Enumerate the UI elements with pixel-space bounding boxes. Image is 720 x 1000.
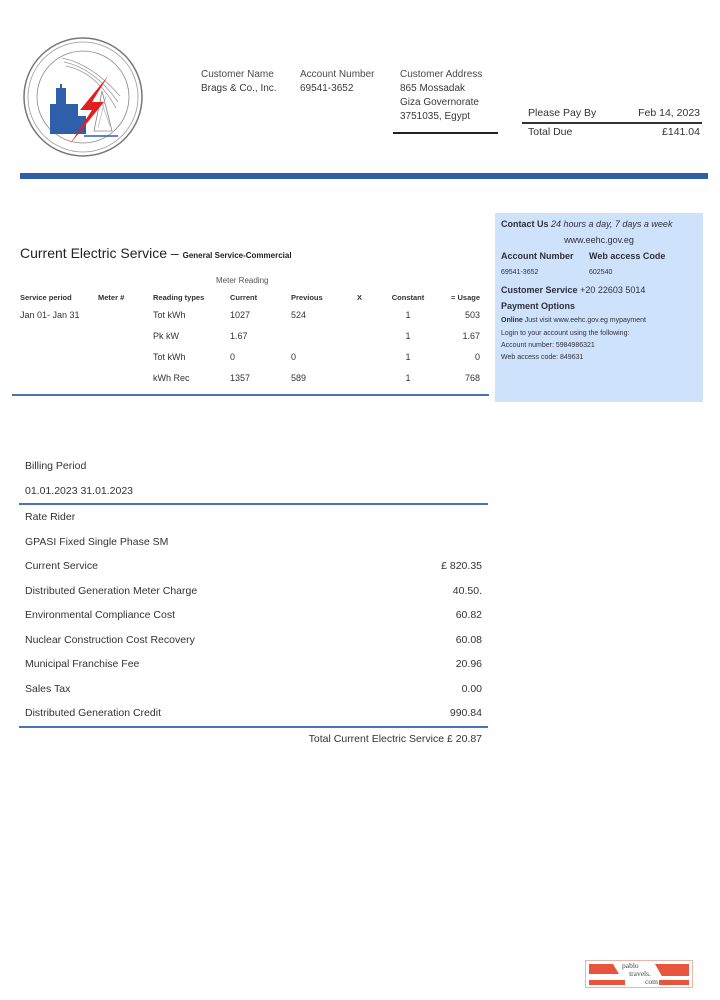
stamp-line-1: pablo — [622, 961, 639, 970]
total-current-service: Total Current Electric Service £ 20.87 — [308, 732, 482, 745]
total-due-label: Total Due — [528, 126, 573, 138]
header-accent-bar — [20, 173, 708, 179]
account-number-label: Account Number — [300, 69, 375, 80]
online-payment-line — [501, 314, 697, 328]
customer-service-line — [501, 282, 697, 298]
table-header — [20, 291, 482, 305]
charge-label: Sales Tax — [25, 682, 71, 695]
charge-label: Current Service — [25, 560, 98, 572]
cell-current: 0 — [230, 352, 236, 362]
stamp-line-2: travels. — [629, 969, 651, 978]
payment-options-label: Payment Options — [501, 301, 576, 311]
address-line-3: 3751035, Egypt — [400, 111, 471, 122]
account-number-value: 69541-3652 — [501, 269, 539, 276]
service-title — [20, 245, 292, 261]
account-number-value: 69541-3652 — [300, 83, 354, 94]
cell-constant: 1 — [405, 373, 411, 383]
web-access-code-value: 602540 — [589, 269, 613, 276]
total-due-row — [522, 125, 702, 140]
online-web-access-code: Web access code: 849631 — [501, 354, 584, 361]
charge-amount: £ 820.35 — [441, 560, 482, 572]
cell-type: Pk kW — [153, 331, 179, 341]
customer-address-label: Customer Address — [400, 69, 483, 80]
charge-amount: 0.00 — [461, 682, 482, 695]
cell-type: Tot kWh — [153, 352, 186, 362]
stamp-bar-right-top — [655, 964, 689, 976]
meter-reading-table — [20, 291, 482, 389]
charge-row — [20, 628, 488, 653]
rate-rider-text: Rate Rider — [25, 511, 76, 523]
online-account-number: Account number: 5984986321 — [501, 342, 595, 349]
charge-row — [20, 579, 488, 604]
billing-period-dates: 01.01.2023 31.01.2023 — [25, 484, 134, 497]
online-label: Online — [501, 317, 523, 324]
account-code-labels — [501, 248, 697, 264]
cell-usage: 1.67 — [462, 331, 480, 341]
table-row — [20, 326, 482, 347]
contact-hours: 24 hours a day, 7 days a week — [551, 219, 673, 229]
cell-constant: 1 — [405, 352, 411, 362]
cell-period: Jan 01- Jan 31 — [20, 310, 80, 320]
cell-current: 1.67 — [230, 331, 248, 341]
charge-row — [20, 603, 488, 628]
charge-row — [20, 554, 488, 579]
address-line-1: 865 Mossadak — [400, 83, 466, 94]
contact-us-label: Contact Us — [501, 219, 549, 229]
col-x: X — [357, 293, 363, 302]
cell-current: 1357 — [230, 373, 251, 383]
charge-amount: 40.50. — [452, 584, 482, 597]
login-instructions: Login to your account using the following: — [501, 330, 630, 337]
cell-type: kWh Rec — [153, 373, 190, 383]
col-current: Current — [230, 293, 258, 302]
watermark-stamp — [585, 960, 693, 988]
cell-usage: 503 — [464, 310, 480, 320]
charge-row — [20, 677, 488, 702]
website-link[interactable]: www.eehc.gov.eg — [564, 235, 634, 245]
rate-name-text: GPASI Fixed Single Phase SM — [25, 535, 169, 548]
col-meter: Meter # — [98, 293, 125, 302]
cell-constant: 1 — [405, 310, 411, 320]
charge-amount: 60.82 — [455, 609, 482, 621]
address-divider — [393, 132, 498, 134]
cell-usage: 0 — [474, 352, 480, 362]
billing-section — [20, 454, 488, 750]
stamp-bar-left-bottom — [589, 980, 625, 985]
total-due-amount: £141.04 — [662, 126, 700, 138]
billing-period-value — [20, 479, 488, 504]
rate-name — [20, 530, 488, 555]
meter-table-divider — [12, 394, 489, 396]
charge-label: Distributed Generation Credit — [25, 707, 161, 719]
col-previous: Previous — [291, 293, 323, 302]
pay-divider — [522, 122, 702, 124]
account-number-label: Account Number — [501, 251, 574, 261]
meter-reading-label: Meter Reading — [216, 276, 269, 285]
online-text[interactable]: Just visit www.eehc.gov.eg mypayment — [524, 317, 646, 324]
payment-summary — [522, 106, 702, 140]
pay-by-date: Feb 14, 2023 — [638, 107, 700, 119]
stamp-bar-left-top — [589, 964, 619, 974]
pay-by-row — [522, 106, 702, 121]
charge-label: Environmental Compliance Cost — [25, 609, 175, 621]
table-row — [20, 368, 482, 389]
charge-amount: 990.84 — [449, 707, 482, 719]
charge-label: Nuclear Construction Cost Recovery — [25, 633, 195, 646]
charge-label: Distributed Generation Meter Charge — [25, 584, 198, 597]
table-row — [20, 305, 482, 326]
pay-by-label: Please Pay By — [528, 107, 597, 119]
billing-period-label — [20, 454, 488, 479]
customer-service-phone: +20 22603 5014 — [580, 285, 646, 295]
service-title-text: Current Electric Service – — [20, 245, 183, 261]
service-subtitle: General Service-Commercial — [182, 251, 292, 260]
cell-usage: 768 — [464, 373, 480, 383]
web-access-code-label: Web access Code — [589, 251, 666, 261]
account-code-values — [501, 264, 697, 282]
table-row — [20, 347, 482, 368]
company-logo — [22, 36, 144, 158]
col-reading-types: Reading types — [153, 293, 205, 302]
contact-us-line — [501, 216, 697, 232]
cell-constant: 1 — [405, 331, 411, 341]
address-line-2: Giza Governorate — [400, 97, 479, 108]
stamp-line-3: com — [645, 977, 658, 986]
col-constant: Constant — [391, 293, 425, 302]
stamp-bar-right-bottom — [659, 980, 689, 985]
charge-row — [20, 652, 488, 677]
col-service-period: Service period — [20, 293, 72, 302]
charge-amount: 20.96 — [455, 658, 482, 670]
col-usage: = Usage — [451, 293, 480, 302]
customer-name-label: Customer Name — [201, 69, 274, 80]
customer-address-block — [400, 68, 482, 124]
cell-previous: 589 — [291, 373, 307, 383]
cell-type: Tot kWh — [153, 310, 186, 320]
charge-label: Municipal Franchise Fee — [25, 658, 140, 670]
customer-name-block — [201, 68, 277, 96]
customer-name-value: Brags & Co., Inc. — [201, 83, 277, 94]
charge-row — [20, 701, 488, 726]
cell-current: 1027 — [230, 310, 251, 320]
rate-rider-label — [20, 505, 488, 530]
contact-info-box — [495, 213, 703, 402]
electric-seal-icon — [22, 36, 144, 158]
charge-amount: 60.08 — [455, 633, 482, 646]
cell-previous: 524 — [291, 310, 307, 320]
cell-previous: 0 — [291, 352, 297, 362]
stamp-text — [622, 962, 658, 986]
account-number-block — [300, 68, 374, 96]
billing-period-label-text: Billing Period — [25, 460, 87, 472]
customer-service-label: Customer Service — [501, 285, 578, 295]
